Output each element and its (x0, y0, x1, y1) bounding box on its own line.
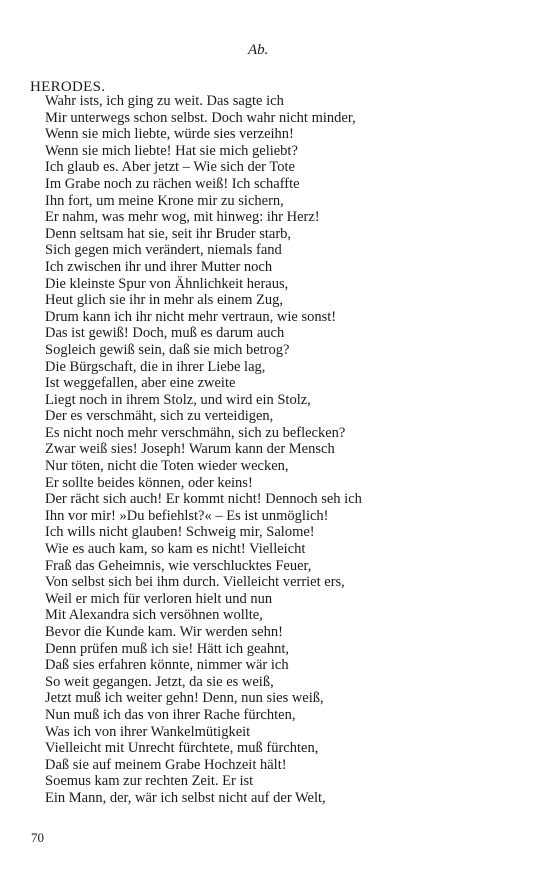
verse-line: Wie es auch kam, so kam es nicht! Vielleicht (45, 541, 306, 558)
verse-line: Ich zwischen ihr und ihrer Mutter noch (45, 258, 273, 275)
verse-line: Was ich von ihrer Wankelmütigkeit (45, 723, 251, 740)
speaker-name: HERODES. (30, 79, 106, 95)
verse-line: So weit gegangen. Jetzt, da sie es weiß, (45, 673, 274, 690)
verse-line: Das ist gewiß! Doch, muß es darum auch (45, 325, 285, 342)
verse-line: Daß sie auf meinem Grabe Hochzeit hält! (45, 756, 287, 773)
verse-line: Vielleicht mit Unrecht fürchtete, muß fürchten, (45, 740, 319, 757)
verse-line: Wenn sie mich liebte, würde sies verzeihn! (45, 126, 294, 143)
verse-line: Nur töten, nicht die Toten wieder wecken, (45, 458, 289, 475)
verse-line: Die Bürgschaft, die in ihrer Liebe lag, (45, 358, 266, 375)
verse-line: Drum kann ich ihr nicht mehr vertraun, wie sonst! (45, 308, 337, 325)
verse-line: Jetzt muß ich weiter gehn! Denn, nun sies weiß, (45, 690, 324, 707)
verse-line: Sich gegen mich verändert, niemals fand (45, 242, 282, 259)
verse-line: Die kleinste Spur von Ähnlichkeit heraus, (45, 275, 289, 292)
verse-line: Bevor die Kunde kam. Wir werden sehn! (45, 624, 283, 640)
verse-line: Weil er mich für verloren hielt und nun (45, 590, 273, 607)
verse-line: Ich glaub es. Aber jetzt – Wie sich der Tote (45, 159, 295, 176)
verse-line: Zwar weiß sies! Joseph! Warum kann der Mensch (45, 441, 335, 458)
verse-block (45, 93, 525, 807)
verse-line: Sogleich gewiß sein, daß sie mich betrog? (45, 341, 290, 358)
verse-line: Von selbst sich bei ihm durch. Vielleicht verriet ers, (45, 574, 345, 591)
verse-line: Denn seltsam hat sie, seit ihr Bruder starb, (45, 225, 292, 242)
verse-line: Fraß das Geheimnis, wie verschlucktes Feuer, (45, 557, 312, 574)
verse-line: Ein Mann, der, wär ich selbst nicht auf der Welt, (45, 789, 326, 806)
page-number: 70 (31, 830, 44, 845)
verse-line: Ich wills nicht glauben! Schweig mir, Salome! (45, 524, 315, 541)
verse-line: Heut glich sie ihr in mehr als einem Zug, (45, 292, 283, 309)
verse-line: Der es verschmäht, sich zu verteidigen, (45, 408, 274, 425)
verse-line: Liegt noch in ihrem Stolz, und wird ein Stolz, (45, 391, 311, 408)
verse-line: Der rächt sich auch! Er kommt nicht! Dennoch seh ich (45, 491, 362, 508)
verse-line: Mir unterwegs schon selbst. Doch wahr nicht minder, (45, 109, 356, 126)
verse-line: Er nahm, was mehr wog, mit hinweg: ihr Herz! (45, 209, 320, 226)
verse-line: Wahr ists, ich ging zu weit. Das sagte ich (45, 93, 284, 109)
verse-line: Er sollte beides können, oder keins! (45, 474, 253, 491)
verse-line: Im Grabe noch zu rächen weiß! Ich schaffte (45, 175, 300, 192)
verse-line: Ihn fort, um meine Krone mir zu sichern, (45, 192, 284, 209)
verse-line: Wenn sie mich liebte! Hat sie mich geliebt? (45, 142, 298, 159)
verse-line: Nun muß ich das von ihrer Rache fürchten, (45, 706, 296, 723)
verse-line: Mit Alexandra sich versöhnen wollte, (45, 607, 263, 624)
verse-line: Es nicht noch mehr verschmähn, sich zu beflecken? (45, 424, 346, 441)
verse-line: Denn prüfen muß ich sie! Hätt ich geahnt, (45, 640, 290, 657)
verse-line: Ist weggefallen, aber eine zweite (45, 375, 236, 392)
stage-direction: Ab. (248, 42, 269, 58)
verse-line: Daß sies erfahren könnte, nimmer wär ich (45, 657, 289, 674)
verse-line: Soemus kam zur rechten Zeit. Er ist (45, 773, 254, 790)
verse-line: Ihn vor mir! »Du befiehlst?« – Es ist unmöglich! (45, 507, 329, 524)
